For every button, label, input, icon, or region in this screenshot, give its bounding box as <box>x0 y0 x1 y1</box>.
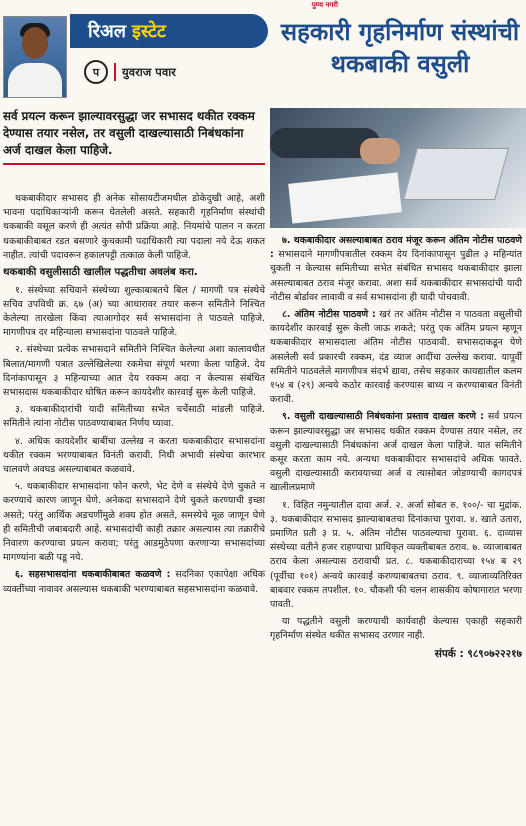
point-6-heading: ६. सहसभासदांना थकबाकीबाबत कळवणे : <box>15 569 171 581</box>
point-9-text: सर्व प्रयत्न करून झाल्यावरसुद्धा जर सभासद थकीत रक्कम देण्यास तयार नसेल, तर वसुली दाखल्यासाठी निबंधकांना अर्ज दाखल केला पाहिजे. यात समितीने कसूर करता काम नये. अन्यथा थकबाकीदार सभासदांचे अधिक फावते. वसुली दाखल्यासाठी करावयाच्या अर्ज व त्यासोबत जोडण्याची कागदपत्रं खालीलप्रमाणे <box>270 411 522 494</box>
column-tag <box>70 14 268 48</box>
documents-list: १. विहित नमुन्यातील दावा अर्ज. २. अर्जा सोबत रु. १००/- चा मुद्रांक. ३. थकबाकीदार सभासद झाल्याबाबतचा दिनांकाचा पुरावा. ४. खाते उतारा, प्रमाणित प्रती ३ प्र. ५. अंतिम नोटीस पाठवल्याचा पुरावा. ६. दाव्यास संस्थेच्या वतीने हजर राहण्याचा प्राधिकृत व्यक्तीबाबत ठराव. ७. व्याजाबाबत ठराव केला असल्यास ठरावाची प्रत. ८. थकबाकीदाराच्या १५४ ब २९ (पूर्वीचा १०१) अन्वये कारवाई करण्याबाबतचा ठराव. ९. व्याजाव्यतिरिक्त बाबवार रक्कम तपशील. १०. चौकशी फी चलन शासकीय कोषागारात भरणा पावती. <box>270 499 522 611</box>
left-column <box>3 192 265 600</box>
point-8-text: खरं तर अंतिम नोटीस न पाठवता वसुलीची कायदेशीर कारवाई सुरू केली जाऊ शकते; परंतु एक अंतिम प्रयत्न म्हणून थकबाकीदार सभासदाला अंतिम नोटीस पाठवावी. सभासदाकडून येणे असलेली सर्व प्रकारची रक्कम, दंड व्याज आदींचा उल्लेख करावा. यापूर्वी समितीने पाठवलेले मागणीपत्र संदर्भ द्यावा, तसेच सहकार कायद्यातील कलम १५४ ब (२९) अन्वये कठोर कारवाई करण्यास बाध्य न करण्याबाबत विनंती करावी. <box>270 309 522 406</box>
author-byline <box>84 60 176 84</box>
article-standfirst: सर्व प्रयत्न करून झाल्यावरसुद्धा जर सभासद थकीत रक्कम देण्यास तयार नसेल, तर वसुली दाखल्यासाठी निबंधकांना अर्ज दाखल केला पाहिजे. <box>3 108 265 165</box>
byline-divider <box>114 63 116 81</box>
point-7-heading: ७. थकबाकीदार असल्याबाबत ठराव मंजूर करून अंतिम नोटीस पाठवणे : <box>270 235 522 261</box>
intro-paragraph: थकबाकीदार सभासद ही अनेक सोसायटीजमधील डोकेदुखी आहे, अशी भावना पदाधिकाऱ्यांनी करून घेतलेली असते. सहकारी गृहनिर्माण संस्थांची थकबाकी वसूल करणे ही अत्यंत सोपी प्रक्रिया आहे. नियमांचे पालन न करता थकबाकीबाबत रडत बसणारे कुचकामी पदाधिकारी त्या पदाला नये देऊ शकत नाहीत. त्यांची पदावरून हकालपट्टी तत्काळ केली पाहिजे. <box>3 193 265 261</box>
point-7-text: सभासदाने मागणीपत्रातील रक्कम देय दिनांकापासून पुढील ३ महिन्यांत चुकती न केल्यास समितीच्या सभेत संबंधित सभासद थकबाकीदार झाला असल्याबाबत ठराव मंजूर करावा. अशा सर्व थकबाकीदार सभासदांची यादी नोटीस बोर्डावर लावावी व सर्व सभासदांना ही यादी पोचवावी. <box>270 249 522 303</box>
point-4: ४. अधिक कायदेशीर बाबींचा उल्लेख न करता थकबाकीदार सभासदांना थकीत रक्कम भरण्याबाबत विनंती करावी. निधी अभावी संस्थेचा कारभार चालवणे अवघड असल्याबाबत कळवावे. <box>3 435 265 475</box>
column-tag-part2: इस्टेट <box>131 21 166 42</box>
publication-logo-icon: प <box>84 60 108 84</box>
point-8 <box>270 308 522 407</box>
column-tag-part1: रिअल <box>88 21 126 42</box>
point-3: ३. थकबाकीदारांची यादी समितीच्या सभेत चर्चेसाठी मांडली पाहिजे. समितीने त्यांना नोटीस पाठवण्याबाबत निर्णय घ्यावा. <box>3 404 265 430</box>
section-subhead: थकबाकी वसुलीसाठी खालील पद्धतीचा अवलंब करा. <box>3 267 198 279</box>
point-8-heading: ८. अंतिम नोटीस पाठवणे : <box>282 309 376 321</box>
point-5: ५. थकबाकीदार सभासदांना फोन करणे, भेट देणे व संस्थेचे देणे चुकते न करण्याचे कारण जाणून घेणे. अनेकदा सभासदाने देणे चुकते करण्याची इच्छा असते; परंतु आर्थिक अडचणींमुळे शक्य होत असते, समस्येचे मूळ जाणून घेणे ही समितीची जबाबदारी आहे. सभासदांची काही तक्रार असल्यास त्या तक्रारीचे निवारण करण्याचा प्रयत्न करावा; परंतु आडमुठेपणा करणाऱ्या सभासदांच्या मागण्यांना बळी पडू नये. <box>3 481 265 564</box>
author-name: युवराज पवार <box>122 64 176 79</box>
author-photo <box>3 16 67 98</box>
point-9 <box>270 410 522 495</box>
article-headline: सहकारी गृहनिर्माण संस्थांची थकबाकी वसुली <box>280 18 520 78</box>
point-7 <box>270 234 522 305</box>
point-6 <box>3 568 265 596</box>
newspaper-brand: पुण्य नगरी <box>311 1 338 9</box>
point-9-heading: ९. वसुली दाखल्यासाठी निबंधकांना प्रस्ताव दाखल करणे : <box>282 411 484 423</box>
point-6-text: सदनिका एकापेक्षा अधिक व्यक्तींच्या नावावर असल्यास थकबाकी भरण्याबाबत सहसभासदांना कळवावे. <box>3 569 265 595</box>
closing-paragraph: या पद्धतीने वसुली करण्याची कार्यवाही केल्यास एकाही सहकारी गृहनिर्माण संस्थेत थकीत सभासद उरणार नाही. <box>270 616 522 642</box>
contact-number: संपर्क : ९८९०७२२२१७ <box>434 647 522 660</box>
article-photo <box>270 108 526 228</box>
point-2: २. संस्थेच्या प्रत्येक सभासदाने समितीने निश्चित केलेल्या अशा कालावधीत बिलात/मागणी पत्रात उल्लेखिलेल्या रकमेचा संपूर्ण भरणा केला पाहिजे. देय दिनांकापासून ३ महिन्याच्या आत देय रक्कम अदा न केल्यास संबंधित सभासदास थकबाकीदार घोषित करून कायदेशीर कारवाई सुरू केली पाहिजे. <box>3 344 265 398</box>
right-column <box>270 234 522 661</box>
point-1: १. संस्थेच्या सचिवाने संस्थेच्या शुल्काबाबतचे बिल / मागणी पत्र संस्थेचे सचिव उपविधी क्र. ६७ (अ) च्या आधारावर तयार करून समितीने निश्चित केलेल्या तारखेला किंवा त्याआगोदर सर्व सभासदांना ते पाठवले पाहिजे. मागणीपत्र दर महिन्याला सभासदांना पाठवले पाहिजे. <box>3 284 265 339</box>
